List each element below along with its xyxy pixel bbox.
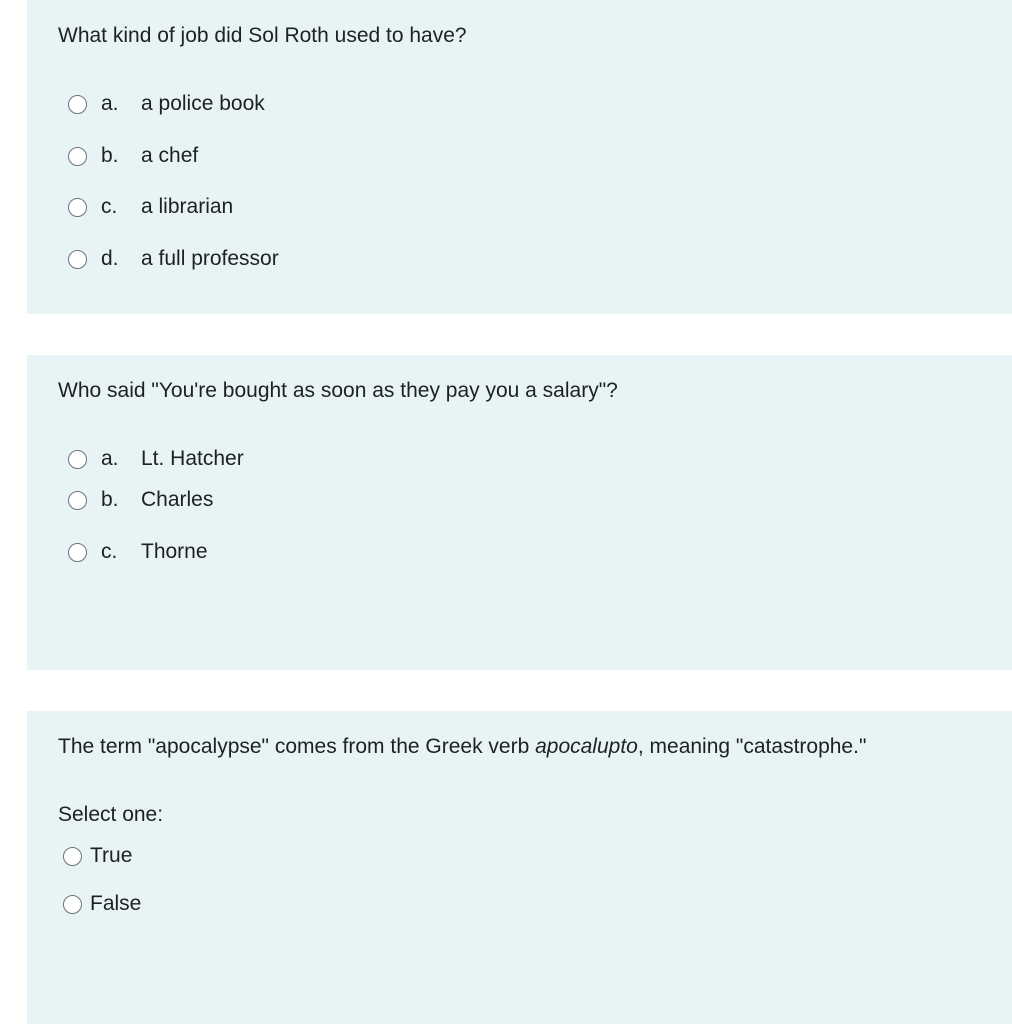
answer-text: Thorne <box>141 540 208 563</box>
answer-option-b[interactable] <box>68 143 198 169</box>
question-text-before: The term "apocalypse" comes from the Greek verb <box>58 735 536 758</box>
question-text-after: , meaning "catastrophe." <box>637 735 867 758</box>
radio-button[interactable] <box>68 491 87 510</box>
question-card-1 <box>27 0 1012 314</box>
answer-text: a chef <box>141 144 199 167</box>
answer-text: Charles <box>141 488 214 511</box>
radio-button[interactable] <box>68 147 87 166</box>
question-text: What kind of job did Sol Roth used to have? <box>58 24 467 47</box>
radio-button[interactable] <box>68 543 87 562</box>
answer-text: False <box>90 892 142 915</box>
answer-letter: c. <box>101 195 118 218</box>
radio-button[interactable] <box>63 847 82 866</box>
question-text: Who said "You're bought as soon as they pay you a salary"? <box>58 379 618 402</box>
answer-option-a[interactable] <box>68 446 244 472</box>
answer-option-b[interactable] <box>68 487 213 513</box>
radio-button[interactable] <box>68 95 87 114</box>
answer-letter: b. <box>101 488 119 511</box>
answer-letter: d. <box>101 247 119 270</box>
answer-letter: c. <box>101 540 118 563</box>
radio-button[interactable] <box>68 250 87 269</box>
answer-option-a[interactable] <box>68 91 265 117</box>
answer-text: Lt. Hatcher <box>141 447 244 470</box>
radio-button[interactable] <box>63 895 82 914</box>
answer-text: a librarian <box>141 195 234 218</box>
answer-text: True <box>90 844 133 867</box>
answer-letter: a. <box>101 92 119 115</box>
answer-option-d[interactable] <box>68 246 279 272</box>
answer-letter: b. <box>101 144 119 167</box>
answer-text: a full professor <box>141 247 279 270</box>
answer-text: a police book <box>141 92 265 115</box>
answer-option-false[interactable] <box>63 891 141 917</box>
question-text <box>58 735 866 759</box>
answer-letter: a. <box>101 447 119 470</box>
radio-button[interactable] <box>68 450 87 469</box>
select-one-prompt: Select one: <box>58 803 164 826</box>
question-card-3 <box>27 711 1012 1024</box>
answer-option-c[interactable] <box>68 539 208 565</box>
answer-option-true[interactable] <box>63 843 132 869</box>
radio-button[interactable] <box>68 198 87 217</box>
answer-option-c[interactable] <box>68 194 233 220</box>
question-text-italic: apocalupto <box>535 735 638 758</box>
question-card-2 <box>27 355 1012 670</box>
